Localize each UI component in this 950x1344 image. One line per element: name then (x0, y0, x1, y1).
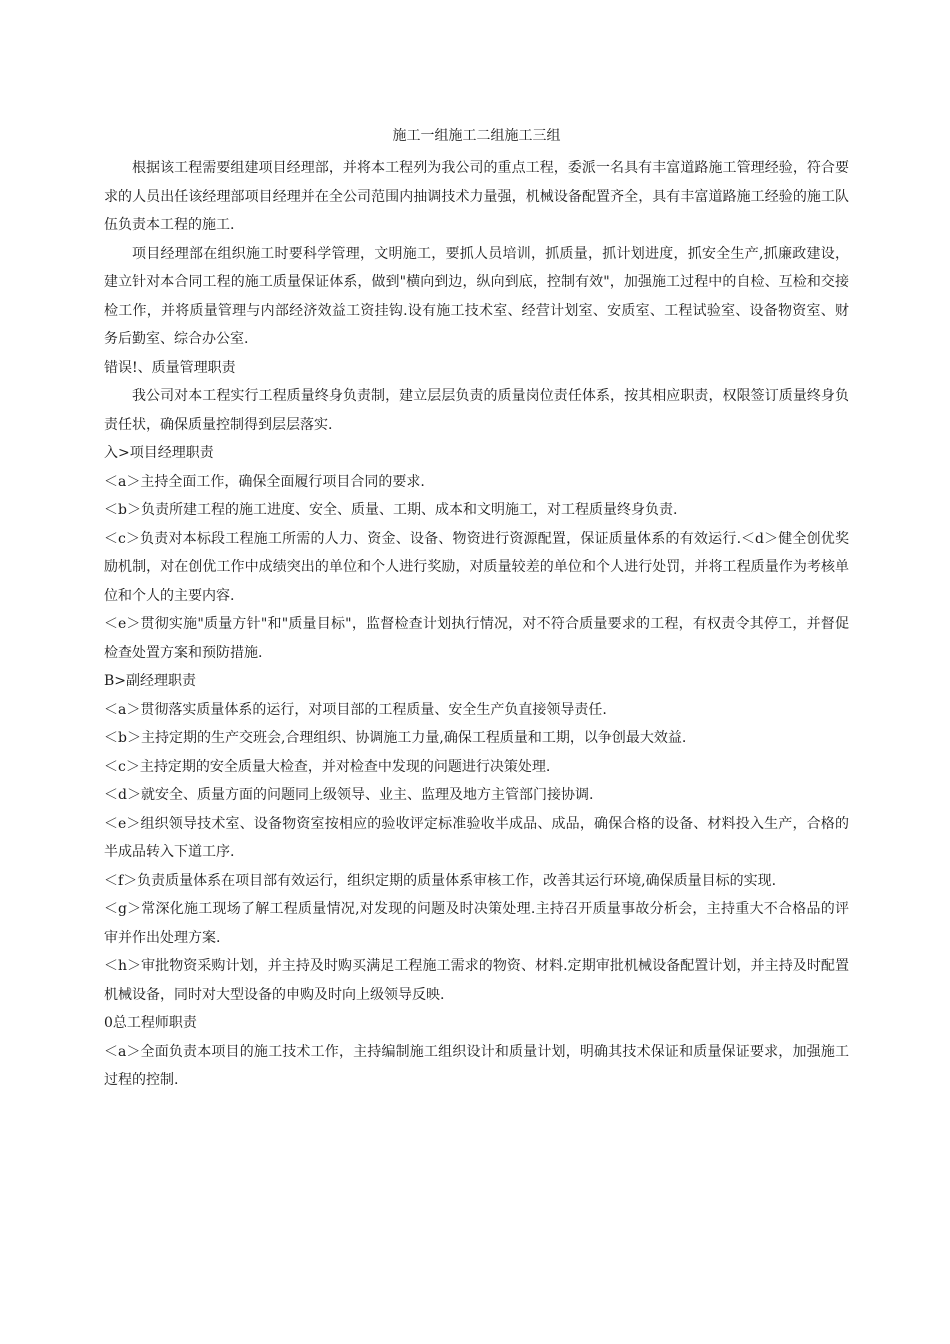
paragraph: 入>项目经理职责 (104, 445, 214, 461)
paragraph: ＜f＞负责质量体系在项目部有效运行，组织定期的质量体系审核工作，改善其运行环境,确保质量目标的实现. (104, 872, 777, 889)
paragraph: ＜e＞贯彻实施"质量方针"和"质量目标"，监督检查计划执行情况，对不符合质量要求的工程，有权责令其停工，并督促检查处置方案和预防措施. (104, 616, 849, 661)
paragraph: 我公司对本工程实行工程质量终身负责制，建立层层负责的质量岗位责任体系，按其相应职责，权限签订质量终身负责任状，确保质量控制得到层层落实. (104, 388, 849, 433)
paragraph: 错误!、质量管理职责 (104, 359, 236, 376)
paragraph: 0总工程师职责 (104, 1015, 197, 1031)
paragraph: ＜b＞主持定期的生产交班会,合理组织、协调施工力量,确保工程质量和工期，以争创最大效益. (104, 730, 687, 746)
paragraph: ＜d＞就安全、质量方面的问题同上级领导、业主、监理及地方主管部门接协调. (104, 787, 594, 803)
paragraph-list (104, 154, 849, 1095)
document-body (104, 122, 849, 1095)
paragraph: ＜g＞常深化施工现场了解工程质量情况,对发现的问题及时决策处理.主持召开质量事故分析会，主持重大不合格品的评审并作出处理方案. (104, 901, 849, 946)
paragraph: ＜c＞负责对本标段工程施工所需的人力、资金、设备、物资进行资源配置，保证质量体系的有效运行.＜d＞健全创优奖励机制，对在创优工作中成绩突出的单位和个人进行奖励，对质量较差的单位和个人进行处罚，并将工程质量作为考核单位和个人的主要内容. (104, 530, 849, 604)
paragraph: 项目经理部在组织施工时要科学管理，文明施工，要抓人员培训，抓质量，抓计划进度，抓安全生产,抓廉政建设，建立针对本合同工程的施工质量保证体系，做到"横向到边，纵向到底，控制有效"，加强施工过程中的自检、互检和交接检工作，并将质量管理与内部经济效益工资挂钩.设有施工技术室、经营计划室、安质室、工程试验室、设备物资室、财务后勤室、综合办公室. (104, 245, 849, 347)
paragraph: ＜a＞全面负责本项目的施工技术工作，主持编制施工组织设计和质量计划，明确其技术保证和质量保证要求，加强施工过程的控制. (104, 1043, 849, 1088)
document-title: 施工一组施工二组施工三组 (392, 128, 561, 144)
paragraph: ＜e＞组织领导技术室、设备物资室按相应的验收评定标准验收半成品、成品，确保合格的设备、材料投入生产，合格的半成品转入下道工序. (104, 815, 849, 860)
paragraph: ＜c＞主持定期的安全质量大检查，并对检查中发现的问题进行决策处理. (104, 758, 551, 775)
paragraph: ＜b＞负责所建工程的施工进度、安全、质量、工期、成本和文明施工，对工程质量终身负责. (104, 502, 678, 518)
paragraph: ＜h＞审批物资采购计划，并主持及时购买满足工程施工需求的物资、材料.定期审批机械设备配置计划，并主持及时配置机械设备，同时对大型设备的申购及时向上级领导反映. (104, 958, 849, 1003)
paragraph: ＜a＞主持全面工作，确保全面履行项目合同的要求. (104, 473, 425, 490)
paragraph: 根据该工程需要组建项目经理部，并将本工程列为我公司的重点工程，委派一名具有丰富道路施工管理经验，符合要求的人员出任该经理部项目经理并在全公司范围内抽调技术力量强，机械设备配置齐全，具有丰富道路施工经验的施工队伍负责本工程的施工. (104, 160, 849, 233)
paragraph: ＜a＞贯彻落实质量体系的运行，对项目部的工程质量、安全生产负直接领导责任. (104, 701, 607, 718)
paragraph: B>副经理职责 (104, 673, 197, 689)
